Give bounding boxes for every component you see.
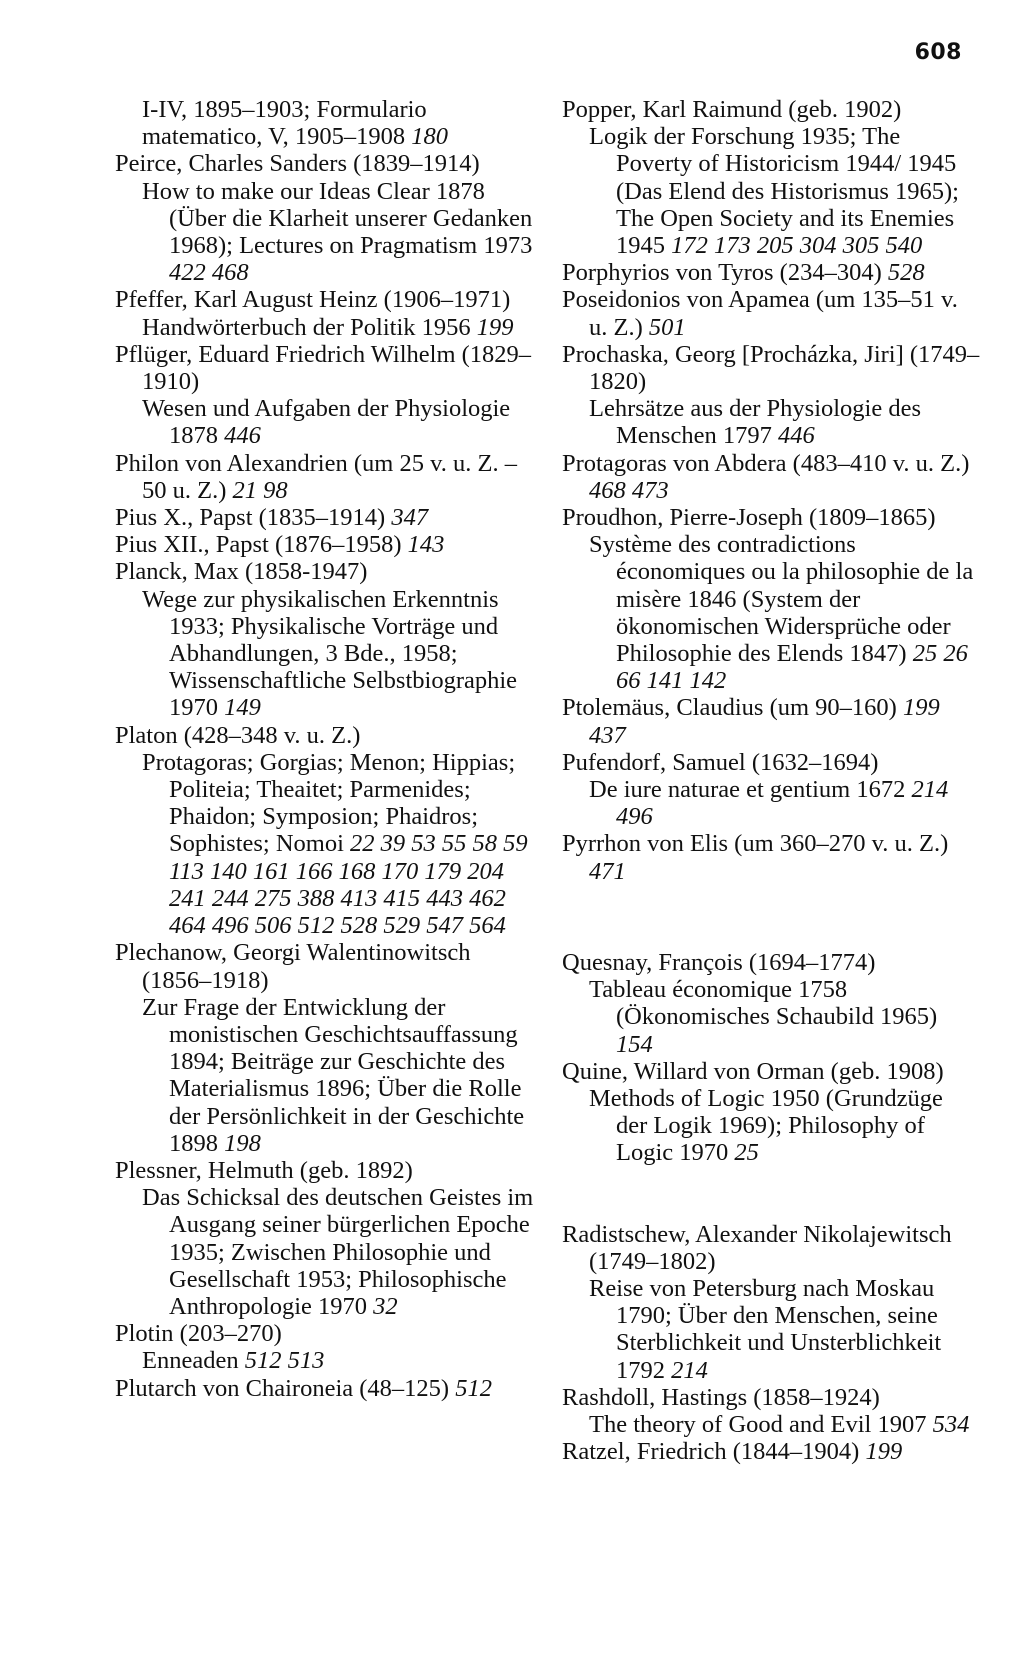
entry-head: Protagoras von Abdera (483–410 v. u. Z.) (562, 449, 970, 477)
entry-sub-text: Protagoras; Gorgias; Menon; Hippias; Politeia; Theaitet; Parmenides; Phaidon; Symposion; Phaidros; Sophistes; Nomoi (142, 748, 516, 858)
entry-head: Peirce, Charles Sanders (1839–1914) (115, 150, 480, 178)
entry-head: Plechanow, Georgi Walentinowitsch (1856–1918) (115, 939, 471, 994)
entry-sub (589, 776, 980, 830)
entry-pages: 32 (373, 1292, 398, 1320)
index-entry (562, 341, 980, 450)
entry-sub-text: Tableau économique 1758 (Ökonomisches Schaubild 1965) (589, 976, 938, 1031)
index-entry (562, 504, 980, 694)
entry-head: Plutarch von Chaironeia (48–125) (115, 1374, 450, 1402)
entry-pages: 214 (671, 1356, 708, 1384)
continued-entry (115, 96, 535, 150)
entry-pages: 422 468 (169, 259, 249, 287)
entry-sub (589, 123, 980, 259)
entry-pages: 199 (865, 1438, 903, 1466)
entry-head: Prochaska, Georg [Procházka, Jiri] (1749–1820) (562, 340, 980, 396)
entry-sub-text: Zur Frage der Entwicklung der monistischen Geschichtsauffassung 1894; Beiträge zur Geschichte des Materialismus 1896; Über die Rolle der Persönlichkeit in der Geschichte 1898 (142, 993, 525, 1157)
index-entry (562, 1221, 980, 1384)
index-entry (115, 1375, 535, 1402)
entry-pages: 149 (224, 694, 261, 722)
entry-sub-text: Lehrsätze aus der Physiologie des Menschen 1797 (589, 395, 922, 450)
index-entry (562, 1384, 980, 1438)
entry-pages: 172 173 205 304 305 540 (671, 232, 923, 260)
entry-head: Philon von Alexandrien (um 25 v. u. Z. –50 u. Z.) (115, 449, 517, 504)
entry-sub (589, 976, 980, 1058)
entry-head: Platon (428–348 v. u. Z.) (115, 721, 361, 749)
entry-sub-text: Methods of Logic 1950 (Grundzüge der Logik 1969); Philosophy of Logic 1970 (589, 1084, 943, 1167)
index-entry (562, 286, 980, 340)
index-entry (562, 1058, 980, 1167)
entry-head: Pius XII., Papst (1876–1958) (115, 531, 402, 559)
entry-pages: 446 (777, 422, 815, 450)
entry-head: Rashdoll, Hastings (1858–1924) (562, 1383, 880, 1411)
entry-pages: 468 473 (589, 476, 669, 504)
letter-group-p (562, 96, 980, 885)
entry-sub (142, 395, 535, 449)
entry-pages: 446 (224, 422, 261, 450)
entry-sub (589, 395, 980, 449)
entry-pages: 22 39 53 55 58 59 113 140 161 166 168 170 179 204 241 244 275 388 413 415 443 462 464 496 506 512 528 529 547 564 (169, 830, 528, 940)
entry-sub (589, 531, 980, 694)
entry-sub (589, 1085, 980, 1167)
index-entry (562, 949, 980, 1058)
index-entry (115, 1157, 535, 1320)
index-entry (562, 1438, 980, 1465)
index-entry (562, 259, 980, 286)
entry-sub (142, 1184, 535, 1320)
entry-sub-text: Das Schicksal des deutschen Geistes im Ausgang seiner bürgerlichen Epoche 1935; Zwischen Philosophie und Gesellschaft 1953; Philosophische Anthropologie 1970 (142, 1184, 534, 1320)
entry-sub-text: The theory of Good and Evil 1907 (589, 1410, 927, 1438)
entry-sub-text: Wege zur physikalischen Erkenntnis 1933; Physikalische Vorträge und Abhandlungen, 3 Bde., 1958; Wissenschaftliche Selbstbiographie 1970 (142, 585, 518, 722)
entry-sub (142, 994, 535, 1157)
entry-pages: 512 513 (244, 1347, 325, 1375)
index-entry (115, 939, 535, 1157)
entry-pages: 199 437 (589, 694, 940, 749)
entry-pages: 25 26 66 141 142 (616, 640, 968, 695)
entry-sub-text: De iure naturae et gentium 1672 (589, 776, 906, 804)
entry-head: Pfeffer, Karl August Heinz (1906–1971) (115, 286, 511, 314)
index-entry (115, 1320, 535, 1374)
index-entry (562, 830, 980, 884)
group-spacer (562, 1167, 980, 1221)
entry-sub-text: Wesen und Aufgaben der Physiologie 1878 (142, 395, 511, 450)
entry-pages: 154 (616, 1030, 653, 1058)
entry-pages: 471 (589, 857, 626, 885)
page-number: 608 (914, 40, 962, 65)
left-column (115, 96, 535, 1402)
index-entry (115, 504, 535, 531)
entry-pages: 528 (887, 259, 925, 287)
entry-head: Plotin (203–270) (115, 1320, 282, 1348)
entry-pages: 214 496 (616, 776, 949, 831)
entry-head: Planck, Max (1858-1947) (115, 558, 368, 586)
entry-pages: 21 98 (232, 476, 288, 504)
entry-sub-text: Système des contradictions économiques ou la philosophie de la misère 1846 (System der ökonomischen Widersprüche oder Philosophie des Elends 1847) (589, 531, 974, 668)
entry-head: Radistschew, Alexander Nikolajewitsch (1749–1802) (562, 1220, 952, 1275)
entry-head: Popper, Karl Raimund (geb. 1902) (562, 96, 902, 123)
index-entry (115, 722, 535, 940)
entry-head: Ratzel, Friedrich (1844–1904) (562, 1438, 860, 1466)
entry-head: Quesnay, François (1694–1774) (562, 948, 876, 976)
entry-head: Plessner, Helmuth (geb. 1892) (115, 1156, 413, 1184)
entry-pages: 180 (411, 123, 448, 151)
entry-pages: 534 (932, 1410, 970, 1438)
entry-pages: 199 (476, 313, 514, 341)
entry-pages: 143 (407, 531, 445, 559)
entry-head: Quine, Willard von Orman (geb. 1908) (562, 1057, 944, 1085)
left-entry-list (115, 150, 535, 1401)
entry-pages: 198 (224, 1129, 261, 1157)
entry-sub: I-IV, 1895–1903; Formulario matematico, V, 1905–1908 (142, 96, 427, 151)
entry-sub-text: Logik der Forschung 1935; The Poverty of Historicism 1944/ 1945 (Das Elend des Historismus 1965); The Open Society and its Enemies 1945 (589, 123, 959, 260)
entry-head: Porphyrios von Tyros (234–304) (562, 259, 882, 287)
entry-sub (589, 1275, 980, 1384)
entry-sub (142, 314, 535, 341)
entry-head: Poseidonios von Apamea (um 135–51 v. u. Z.) (562, 286, 958, 341)
letter-group-q (562, 949, 980, 1167)
entry-sub-text: How to make our Ideas Clear 1878 (Über die Klarheit unserer Gedanken 1968); Lectures on Pragmatism 1973 (142, 177, 533, 260)
entry-head: Pyrrhon von Elis (um 360–270 v. u. Z.) (562, 830, 949, 858)
entry-head: Pius X., Papst (1835–1914) (115, 504, 386, 532)
entry-pages: 501 (648, 313, 686, 341)
entry-pages: 25 (734, 1139, 759, 1167)
entry-head: Ptolemäus, Claudius (um 90–160) (562, 694, 897, 722)
entry-sub (142, 1347, 535, 1374)
entry-head: Pufendorf, Samuel (1632–1694) (562, 748, 879, 776)
index-entry (562, 749, 980, 831)
entry-sub (142, 586, 535, 722)
entry-sub-text: Handwörterbuch der Politik 1956 (142, 313, 471, 341)
index-entry (115, 450, 535, 504)
index-entry (562, 450, 980, 504)
entry-sub (142, 749, 535, 939)
index-entry (562, 96, 980, 259)
entry-sub (142, 178, 535, 287)
index-entry (115, 286, 535, 340)
index-entry (115, 558, 535, 721)
entry-pages: 347 (391, 504, 429, 532)
entry-sub (589, 1411, 980, 1438)
index-entry (562, 694, 980, 748)
group-spacer (562, 885, 980, 949)
right-column (562, 96, 980, 1465)
index-entry (115, 150, 535, 286)
index-entry (115, 531, 535, 558)
entry-pages: 512 (455, 1374, 492, 1402)
index-entry (115, 341, 535, 450)
entry-head: Pflüger, Eduard Friedrich Wilhelm (1829–1910) (115, 340, 532, 396)
entry-head: Proudhon, Pierre-Joseph (1809–1865) (562, 504, 936, 532)
entry-sub-text: Reise von Petersburg nach Moskau 1790; Über den Menschen, seine Sterblichkeit und Unsterblichkeit 1792 (589, 1274, 942, 1384)
letter-group-r (562, 1221, 980, 1466)
entry-sub-text: Enneaden (142, 1347, 239, 1375)
